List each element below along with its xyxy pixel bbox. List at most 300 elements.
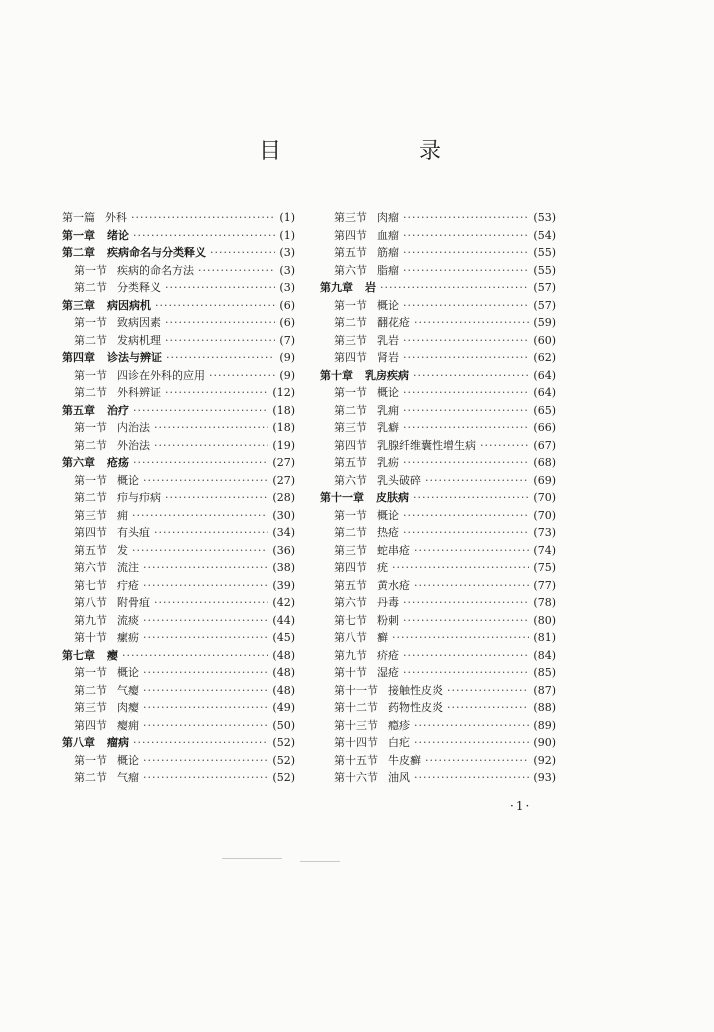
dot-leader <box>132 542 268 560</box>
entry-title: 疾病的命名方法 <box>117 263 194 277</box>
entry-page: (88) <box>533 701 556 714</box>
entry-page: (7) <box>279 333 295 347</box>
entry-title: 诊法与辨证 <box>107 351 162 364</box>
entry-title: 热疮 <box>377 526 399 539</box>
entry-number: 第二节 <box>74 438 107 452</box>
dot-leader <box>209 367 275 385</box>
entry-title: 疔疮 <box>117 578 139 592</box>
entry-page: (77) <box>533 578 556 592</box>
entry-number: 第十章 <box>320 368 353 382</box>
entry-page: (52) <box>272 736 295 749</box>
entry-title: 绪论 <box>107 228 129 242</box>
toc-section-entry <box>320 472 556 490</box>
toc-section-entry <box>62 384 295 402</box>
entry-title: 痈 <box>117 508 128 522</box>
entry-title: 乳头破碎 <box>377 473 421 487</box>
entry-title: 乳腺纤维囊性增生病 <box>377 438 476 452</box>
dot-leader <box>155 297 275 315</box>
dot-leader <box>403 384 529 402</box>
toc-chapter-entry <box>320 279 556 297</box>
dot-leader <box>165 489 268 507</box>
dot-leader <box>154 437 268 455</box>
toc-chapter-entry <box>62 209 295 227</box>
entry-title: 牛皮癣 <box>388 753 421 767</box>
dot-leader <box>403 402 529 420</box>
entry-page: (75) <box>533 561 556 574</box>
toc-chapter-entry <box>62 227 295 245</box>
entry-page: (80) <box>533 613 556 627</box>
dot-leader <box>133 227 275 245</box>
toc-chapter-entry <box>320 489 556 507</box>
toc-section-entry <box>320 262 556 280</box>
entry-title: 筋瘤 <box>377 246 399 259</box>
entry-title: 蛇串疮 <box>377 543 410 557</box>
toc-section-entry <box>320 682 556 700</box>
entry-number: 第四节 <box>334 351 367 364</box>
toc-section-entry <box>320 402 556 420</box>
entry-number: 第三节 <box>334 333 367 347</box>
toc-section-entry <box>62 507 295 525</box>
entry-number: 第十一章 <box>320 491 364 504</box>
entry-title: 概论 <box>117 753 139 767</box>
dot-leader <box>403 262 529 280</box>
toc-section-entry <box>62 577 295 595</box>
entry-title: 瘿痈 <box>117 718 139 732</box>
entry-page: (39) <box>272 578 295 592</box>
entry-page: (85) <box>533 666 556 679</box>
entry-number: 第二节 <box>74 386 107 399</box>
entry-title: 疮疡 <box>107 456 129 469</box>
entry-page: (64) <box>533 368 556 382</box>
dot-leader <box>414 577 529 595</box>
entry-page: (27) <box>272 473 295 487</box>
entry-number: 第五节 <box>334 456 367 469</box>
entry-page: (57) <box>533 281 556 294</box>
toc-section-entry <box>320 612 556 630</box>
dot-leader <box>403 524 529 542</box>
entry-title: 乳疬 <box>377 456 399 469</box>
entry-title: 外科 <box>105 211 127 224</box>
entry-page: (19) <box>272 438 295 452</box>
entry-number: 第十四节 <box>334 736 378 749</box>
dot-leader <box>143 629 268 647</box>
dot-leader <box>403 454 529 472</box>
entry-title: 黄水疮 <box>377 578 410 592</box>
entry-number: 第四节 <box>334 438 367 452</box>
toc-section-entry <box>62 769 295 787</box>
entry-page: (84) <box>533 648 556 662</box>
entry-number: 第一篇 <box>62 211 95 224</box>
entry-page: (67) <box>533 438 556 452</box>
dot-leader <box>154 419 268 437</box>
toc-section-entry <box>62 629 295 647</box>
entry-title: 概论 <box>377 508 399 522</box>
dot-leader <box>392 559 529 577</box>
entry-title: 翻花疮 <box>377 316 410 329</box>
entry-number: 第三节 <box>334 421 367 434</box>
dot-leader <box>165 314 275 332</box>
entry-number: 第五节 <box>334 246 367 259</box>
toc-section-entry <box>62 279 295 297</box>
entry-page: (36) <box>272 543 295 557</box>
dot-leader <box>143 612 268 630</box>
toc-chapter-entry <box>62 402 295 420</box>
toc-section-entry <box>320 314 556 332</box>
entry-number: 第二节 <box>74 491 107 504</box>
dot-leader <box>480 437 529 455</box>
entry-title: 外治法 <box>117 438 150 452</box>
entry-page: (55) <box>533 246 556 259</box>
entry-title: 乳痈 <box>377 403 399 417</box>
entry-title: 流注 <box>117 561 139 574</box>
entry-number: 第一节 <box>74 316 107 329</box>
dot-leader <box>133 454 268 472</box>
entry-page: (48) <box>272 683 295 697</box>
toc-section-entry <box>320 542 556 560</box>
dot-leader <box>380 279 529 297</box>
dot-leader <box>165 384 268 402</box>
entry-number: 第七节 <box>74 578 107 592</box>
entry-number: 第九节 <box>74 613 107 627</box>
dot-leader <box>143 472 268 490</box>
entry-title: 发 <box>117 543 128 557</box>
dot-leader <box>403 507 529 525</box>
dot-leader <box>447 682 529 700</box>
toc-chapter-entry <box>62 647 295 665</box>
toc-section-entry <box>320 647 556 665</box>
entry-title: 流痰 <box>117 613 139 627</box>
dot-leader <box>414 769 529 787</box>
entry-title: 气瘿 <box>117 683 139 697</box>
entry-number: 第三章 <box>62 298 95 312</box>
dot-leader <box>165 279 275 297</box>
toc-section-entry <box>62 664 295 682</box>
toc-chapter-entry <box>62 734 295 752</box>
toc-section-entry <box>62 489 295 507</box>
entry-number: 第二节 <box>334 316 367 329</box>
toc-section-entry <box>320 209 556 227</box>
toc-chapter-entry <box>62 349 295 367</box>
entry-page: (70) <box>533 491 556 504</box>
entry-title: 概论 <box>377 386 399 399</box>
dot-leader <box>403 664 529 682</box>
entry-number: 第三节 <box>334 211 367 224</box>
toc-section-entry <box>62 717 295 735</box>
entry-page: (93) <box>533 771 556 784</box>
entry-number: 第四节 <box>74 718 107 732</box>
entry-number: 第一节 <box>74 473 107 487</box>
toc-section-entry <box>62 367 295 385</box>
entry-number: 第六节 <box>334 473 367 487</box>
entry-title: 丹毒 <box>377 596 399 609</box>
entry-page: (92) <box>533 753 556 767</box>
toc-section-entry <box>62 559 295 577</box>
entry-title: 分类释义 <box>117 281 161 294</box>
entry-title: 岩 <box>365 281 376 294</box>
toc-left-column <box>62 209 295 787</box>
toc-section-entry <box>62 332 295 350</box>
toc-section-entry <box>320 577 556 595</box>
entry-page: (54) <box>533 228 556 242</box>
entry-page: (62) <box>533 351 556 364</box>
entry-number: 第一节 <box>74 263 107 277</box>
entry-title: 疾病命名与分类释义 <box>107 246 206 259</box>
dot-leader <box>403 209 529 227</box>
entry-number: 第八节 <box>334 631 367 644</box>
entry-page: (38) <box>272 561 295 574</box>
entry-page: (48) <box>272 666 295 679</box>
entry-page: (6) <box>279 316 295 329</box>
entry-title: 瘿 <box>107 648 118 662</box>
entry-page: (9) <box>279 351 295 364</box>
toc-section-entry <box>320 297 556 315</box>
entry-page: (30) <box>272 508 295 522</box>
entry-title: 外科辨证 <box>117 386 161 399</box>
dot-leader <box>132 507 268 525</box>
entry-number: 第一节 <box>74 666 107 679</box>
entry-page: (28) <box>272 491 295 504</box>
entry-number: 第一节 <box>74 421 107 434</box>
dot-leader <box>143 682 268 700</box>
entry-number: 第十节 <box>74 631 107 644</box>
entry-title: 血瘤 <box>377 228 399 242</box>
toc-section-entry <box>320 437 556 455</box>
entry-page: (12) <box>272 386 295 399</box>
entry-title: 病因病机 <box>107 298 151 312</box>
toc-section-entry <box>320 559 556 577</box>
toc-section-entry <box>320 769 556 787</box>
entry-number: 第一节 <box>74 368 107 382</box>
entry-page: (65) <box>533 403 556 417</box>
entry-page: (69) <box>533 473 556 487</box>
toc-section-entry <box>320 664 556 682</box>
entry-number: 第六节 <box>334 596 367 609</box>
entry-number: 第十节 <box>334 666 367 679</box>
entry-number: 第三节 <box>74 508 107 522</box>
entry-page: (52) <box>272 771 295 784</box>
entry-page: (3) <box>279 263 295 277</box>
dot-leader <box>143 769 268 787</box>
dot-leader <box>143 664 268 682</box>
entry-title: 粉刺 <box>377 613 399 627</box>
dot-leader <box>210 244 275 262</box>
dot-leader <box>425 752 529 770</box>
toc-section-entry <box>320 349 556 367</box>
entry-title: 瘰疬 <box>117 631 139 644</box>
entry-page: (3) <box>279 281 295 294</box>
toc-section-entry <box>320 507 556 525</box>
dot-leader <box>133 402 268 420</box>
entry-page: (45) <box>272 631 295 644</box>
entry-title: 乳岩 <box>377 333 399 347</box>
dot-leader <box>403 297 529 315</box>
entry-page: (6) <box>279 298 295 312</box>
entry-number: 第十三节 <box>334 718 378 732</box>
entry-title: 概论 <box>117 666 139 679</box>
dot-leader <box>413 489 529 507</box>
entry-number: 第三节 <box>334 543 367 557</box>
entry-page: (81) <box>533 631 556 644</box>
dot-leader <box>413 367 529 385</box>
entry-page: (57) <box>533 298 556 312</box>
entry-page: (34) <box>272 526 295 539</box>
toc-section-entry <box>62 314 295 332</box>
entry-number: 第五章 <box>62 403 95 417</box>
dot-leader <box>392 629 529 647</box>
entry-title: 四诊在外科的应用 <box>117 368 205 382</box>
entry-number: 第四节 <box>74 526 107 539</box>
dot-leader <box>403 349 529 367</box>
entry-page: (53) <box>533 211 556 224</box>
dot-leader <box>131 209 275 227</box>
entry-page: (66) <box>533 421 556 434</box>
toc-section-entry <box>62 419 295 437</box>
scan-artifact-line <box>222 858 282 859</box>
dot-leader <box>403 647 529 665</box>
toc-section-entry <box>62 682 295 700</box>
entry-title: 肉瘤 <box>377 211 399 224</box>
entry-title: 概论 <box>377 298 399 312</box>
entry-number: 第九章 <box>320 281 353 294</box>
toc-right-column <box>320 209 556 787</box>
entry-title: 油风 <box>388 771 410 784</box>
entry-page: (87) <box>533 683 556 697</box>
dot-leader <box>143 699 268 717</box>
entry-title: 气瘤 <box>117 771 139 784</box>
dot-leader <box>143 577 268 595</box>
entry-number: 第一节 <box>334 298 367 312</box>
entry-number: 第十二节 <box>334 701 378 714</box>
entry-number: 第六节 <box>334 263 367 277</box>
toc-chapter-entry <box>62 244 295 262</box>
entry-number: 第七节 <box>334 613 367 627</box>
entry-page: (64) <box>533 386 556 399</box>
entry-number: 第二节 <box>74 771 107 784</box>
toc-section-entry <box>62 472 295 490</box>
toc-chapter-entry <box>320 367 556 385</box>
entry-title: 治疗 <box>107 403 129 417</box>
entry-page: (1) <box>279 211 295 224</box>
toc-section-entry <box>320 717 556 735</box>
dot-leader <box>143 559 268 577</box>
entry-page: (27) <box>272 456 295 469</box>
entry-title: 湿疮 <box>377 666 399 679</box>
entry-number: 第四章 <box>62 351 95 364</box>
entry-page: (1) <box>279 228 295 242</box>
entry-title: 疖与疖病 <box>117 491 161 504</box>
entry-page: (74) <box>533 543 556 557</box>
dot-leader <box>403 612 529 630</box>
entry-title: 瘾疹 <box>388 718 410 732</box>
entry-number: 第七章 <box>62 648 95 662</box>
entry-number: 第九节 <box>334 648 367 662</box>
entry-number: 第四节 <box>334 561 367 574</box>
entry-number: 第四节 <box>334 228 367 242</box>
entry-page: (52) <box>272 753 295 767</box>
entry-title: 疥疮 <box>377 648 399 662</box>
entry-title: 乳房疾病 <box>365 368 409 382</box>
page-title: 目 录 <box>259 139 500 164</box>
entry-number: 第十五节 <box>334 753 378 767</box>
toc-section-entry <box>320 524 556 542</box>
dot-leader <box>198 262 275 280</box>
entry-number: 第二节 <box>334 403 367 417</box>
dot-leader <box>447 699 529 717</box>
entry-page: (70) <box>533 508 556 522</box>
toc-section-entry <box>62 262 295 280</box>
entry-number: 第二节 <box>334 526 367 539</box>
entry-number: 第一节 <box>334 508 367 522</box>
dot-leader <box>143 717 268 735</box>
entry-number: 第二节 <box>74 333 107 347</box>
toc-section-entry <box>320 752 556 770</box>
dot-leader <box>154 524 268 542</box>
entry-page: (44) <box>272 613 295 627</box>
entry-title: 附骨疽 <box>117 596 150 609</box>
toc-section-entry <box>320 332 556 350</box>
dot-leader <box>166 349 275 367</box>
toc-section-entry <box>320 384 556 402</box>
toc-section-entry <box>320 454 556 472</box>
entry-number: 第二章 <box>62 246 95 259</box>
entry-number: 第六节 <box>74 561 107 574</box>
entry-title: 药物性皮炎 <box>388 701 443 714</box>
entry-title: 癣 <box>377 631 388 644</box>
entry-title: 皮肤病 <box>376 491 409 504</box>
entry-title: 白疕 <box>388 736 410 749</box>
entry-number: 第五节 <box>74 543 107 557</box>
entry-number: 第一节 <box>334 386 367 399</box>
toc-section-entry <box>62 542 295 560</box>
entry-number: 第十一节 <box>334 683 378 697</box>
entry-title: 有头疽 <box>117 526 150 539</box>
toc-chapter-entry <box>62 297 295 315</box>
entry-number: 第六章 <box>62 456 95 469</box>
toc-section-entry <box>320 734 556 752</box>
entry-number: 第八节 <box>74 596 107 609</box>
toc-section-entry <box>62 437 295 455</box>
toc-section-entry <box>62 752 295 770</box>
dot-leader <box>143 752 268 770</box>
toc-section-entry <box>320 227 556 245</box>
dot-leader <box>414 717 529 735</box>
scan-artifact-line <box>300 861 340 862</box>
entry-title: 疣 <box>377 561 388 574</box>
dot-leader <box>414 734 529 752</box>
dot-leader <box>403 419 529 437</box>
entry-number: 第五节 <box>334 578 367 592</box>
entry-page: (55) <box>533 263 556 277</box>
toc-section-entry <box>320 419 556 437</box>
toc-chapter-entry <box>62 454 295 472</box>
entry-title: 接触性皮炎 <box>388 683 443 697</box>
entry-page: (89) <box>533 718 556 732</box>
entry-number: 第二节 <box>74 683 107 697</box>
entry-title: 肾岩 <box>377 351 399 364</box>
entry-page: (73) <box>533 526 556 539</box>
entry-title: 概论 <box>117 473 139 487</box>
toc-section-entry <box>62 699 295 717</box>
toc-section-entry <box>62 524 295 542</box>
dot-leader <box>122 647 268 665</box>
dot-leader <box>403 227 529 245</box>
entry-page: (48) <box>272 648 295 662</box>
entry-page: (9) <box>279 368 295 382</box>
entry-number: 第一章 <box>62 228 95 242</box>
entry-title: 致病因素 <box>117 316 161 329</box>
toc-section-entry <box>320 594 556 612</box>
entry-number: 第一节 <box>74 753 107 767</box>
